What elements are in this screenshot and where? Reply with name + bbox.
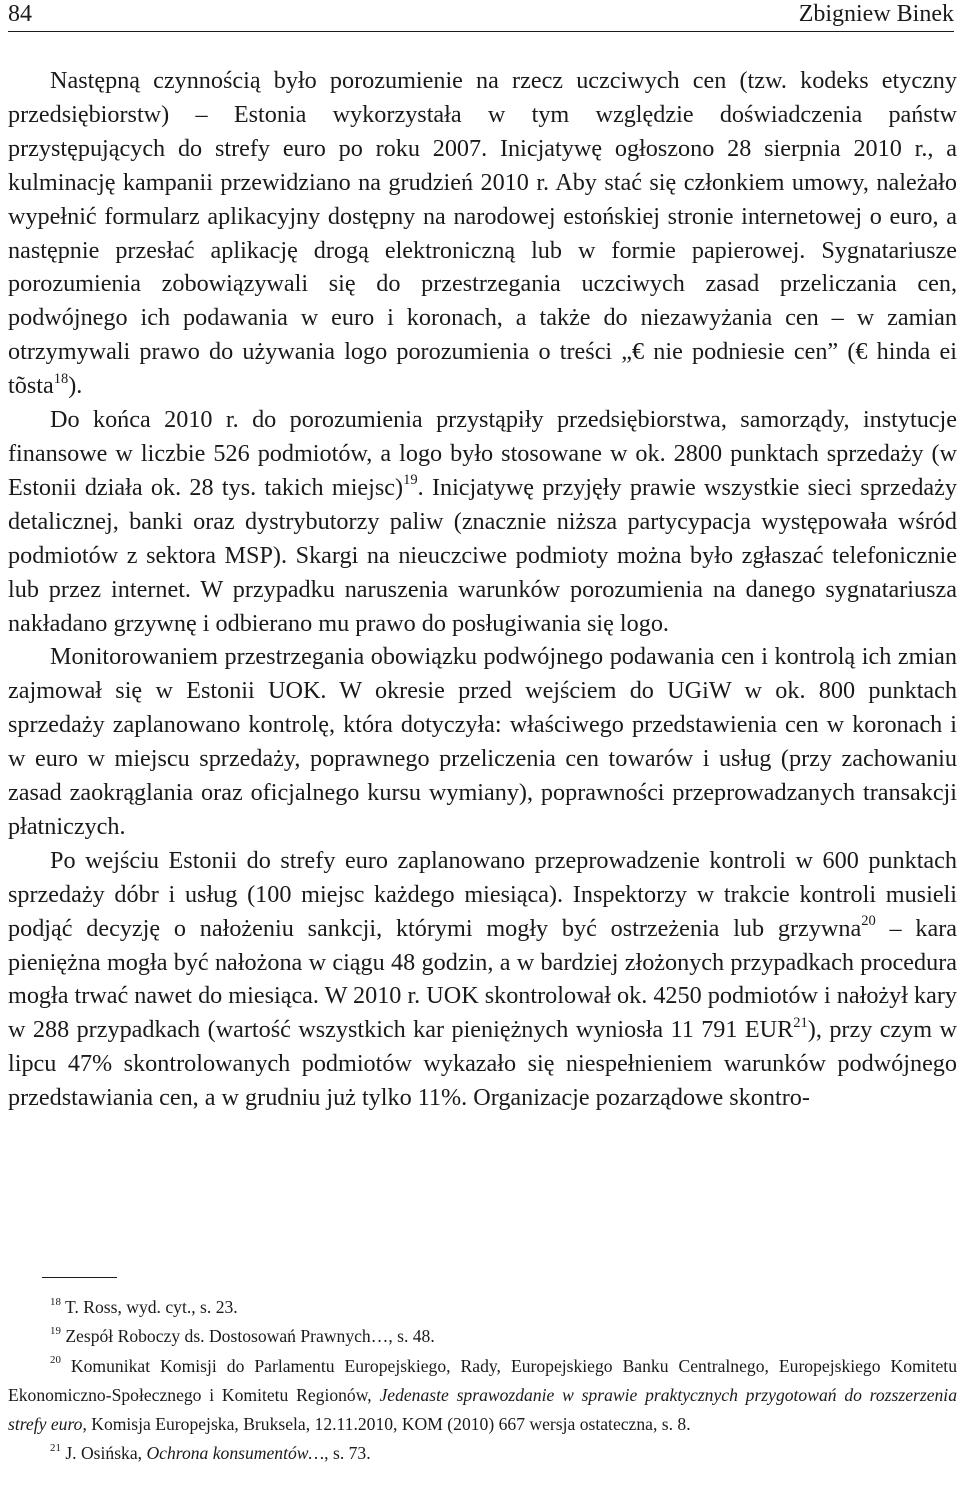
paragraph [8, 64, 957, 403]
footnote [8, 1322, 957, 1351]
footnote-separator [42, 1277, 117, 1278]
paragraph-text: ). [68, 372, 83, 400]
footnote-text: , Komisja Europejska, Bruksela, 12.11.2010, KOM (2010) 667 wersja ostateczna, s. 8. [82, 1414, 691, 1435]
footnote-text: Komunikat Komisji do Parlamentu Europejskiego, Rady, Europejskiego Banku Centralnego, Europejskiego Komitetu Ekonomiczno-Społecznego i Komitetu Regionów, [8, 1355, 957, 1405]
paragraph-text: ), przy czym w lipcu 47% skontrolowanych podmiotów wykazało się niespełnieniem warunków podwójnego przedstawiania cen, a w grudniu już tylko 11%. Organizacje pozarządowe skontro- [8, 1016, 957, 1112]
footnote-title: Jedenaste sprawozdanie w sprawie praktycznych przygotowań do rozszerzenia strefy euro [8, 1384, 957, 1435]
paragraph [8, 844, 957, 1115]
footnote-title: Ochrona konsumentów… [146, 1443, 325, 1464]
running-header [8, 0, 954, 32]
footnote-number: 19 [50, 1324, 61, 1337]
paragraph-text: . Inicjatywę przyjęły prawie wszystkie sieci sprzedaży detalicznej, banki oraz dystrybutorzy paliw (znacznie niższa partycypacja występowała wśród podmiotów z sektora MSP). Skargi na nieuczciwe podmioty można było zgłaszać telefonicznie lub przez internet. W przypadku naruszenia warunków porozumienia na danego sygnatariusza nakładano grzywnę i odbierano mu prawo do posługiwania się logo. [8, 473, 957, 637]
footnote-text: J. Osińska, [65, 1443, 147, 1464]
footnote-ref: 18 [53, 370, 69, 387]
footnote [8, 1439, 957, 1468]
footnote-number: 18 [50, 1295, 61, 1308]
footnotes [8, 1293, 957, 1469]
paragraph-text: Do końca 2010 r. do porozumienia przystąpiły przedsiębiorstwa, samorządy, instytucje finansowe w liczbie 526 podmiotów, a logo było stosowane w ok. 2800 punktach sprzedaży (w Estonii działa ok. 28 tys. takich miejsc) [8, 406, 957, 501]
footnote-text: Zespół Roboczy ds. Dostosowań Prawnych…, s. 48. [65, 1326, 435, 1347]
body-text [8, 64, 957, 1115]
paragraph-text: Po wejściu Estonii do strefy euro zaplanowano przeprowadzenie kontroli w 600 punktach sprzedaży dóbr i usług (100 miejsc każdego miesiąca). Inspektorzy w trakcie kontroli musieli podjąć decyzję o nałożeniu sankcji, którymi mogły być ostrzeżenia lub grzywna [8, 846, 957, 942]
header-rule [8, 31, 954, 32]
paragraph [8, 403, 957, 640]
footnote-text: , s. 73. [324, 1443, 371, 1464]
running-head-author: Zbigniew Binek [798, 1, 954, 27]
paragraph-text: Monitorowaniem przestrzegania obowiązku podwójnego podawania cen i kontrolą ich zmian zajmował się w Estonii UOK. W okresie przed wejściem do UGiW w ok. 800 punktach sprzedaży zaplanowano kontrolę, która dotyczyła: właściwego przedstawienia cen w koronach i w euro w miejscu sprzedaży, poprawnego przeliczenia cen towarów i usług (przy zachowaniu zasad zaokrąglania oraz oficjalnego kursu wymiany), poprawności przeprowadzanych transakcji płatniczych. [8, 643, 957, 840]
page-number: 84 [8, 1, 32, 27]
footnote-text: T. Ross, wyd. cyt., s. 23. [65, 1297, 238, 1317]
footnote [8, 1293, 957, 1322]
footnote-ref: 19 [403, 472, 418, 489]
paragraph-text: Następną czynnością było porozumienie na rzecz uczciwych cen (tzw. kodeks etyczny przedsiębiorstw) – Estonia wykorzystała w tym względzie doświadczenia państw przystępujących do strefy euro po roku 2007. Inicjatywę ogłoszono 28 sierpnia 2010 r., a kulminację kampanii przewidziano na grudzień 2010 r. Aby stać się członkiem umowy, należało wypełnić formularz aplikacyjny dostępny na narodowej estońskiej stronie internetowej o euro, a następnie przesłać aplikację drogą elektroniczną lub w formie papierowej. Sygnatariusze porozumienia zobowiązywali się do przestrzegania uczciwych zasad przeliczania cen, podwójnego ich podawania w euro i koronach, a także do niezawyżania cen – w zamian otrzymywali prawo do używania logo porozumienia o treści „€ nie podniesie cen” (€ hinda ei tõsta [8, 67, 957, 400]
paragraph [8, 640, 957, 843]
footnote-ref: 20 [861, 913, 876, 930]
paragraph-text: – kara pieniężna mogła być nałożona w ciągu 48 godzin, a w bardziej złożonych przypadkach procedura mogła trwać nawet do miesiąca. W 2010 r. UOK skontrolował ok. 4250 podmiotów i nałożył kary w 288 przypadkach (wartość wszystkich kar pieniężnych wyniosła 11 791 EUR [8, 914, 957, 1044]
footnote-ref: 21 [793, 1014, 808, 1031]
footnote-number: 21 [50, 1442, 61, 1454]
footnote-number: 20 [50, 1354, 61, 1367]
footnote [8, 1352, 957, 1440]
